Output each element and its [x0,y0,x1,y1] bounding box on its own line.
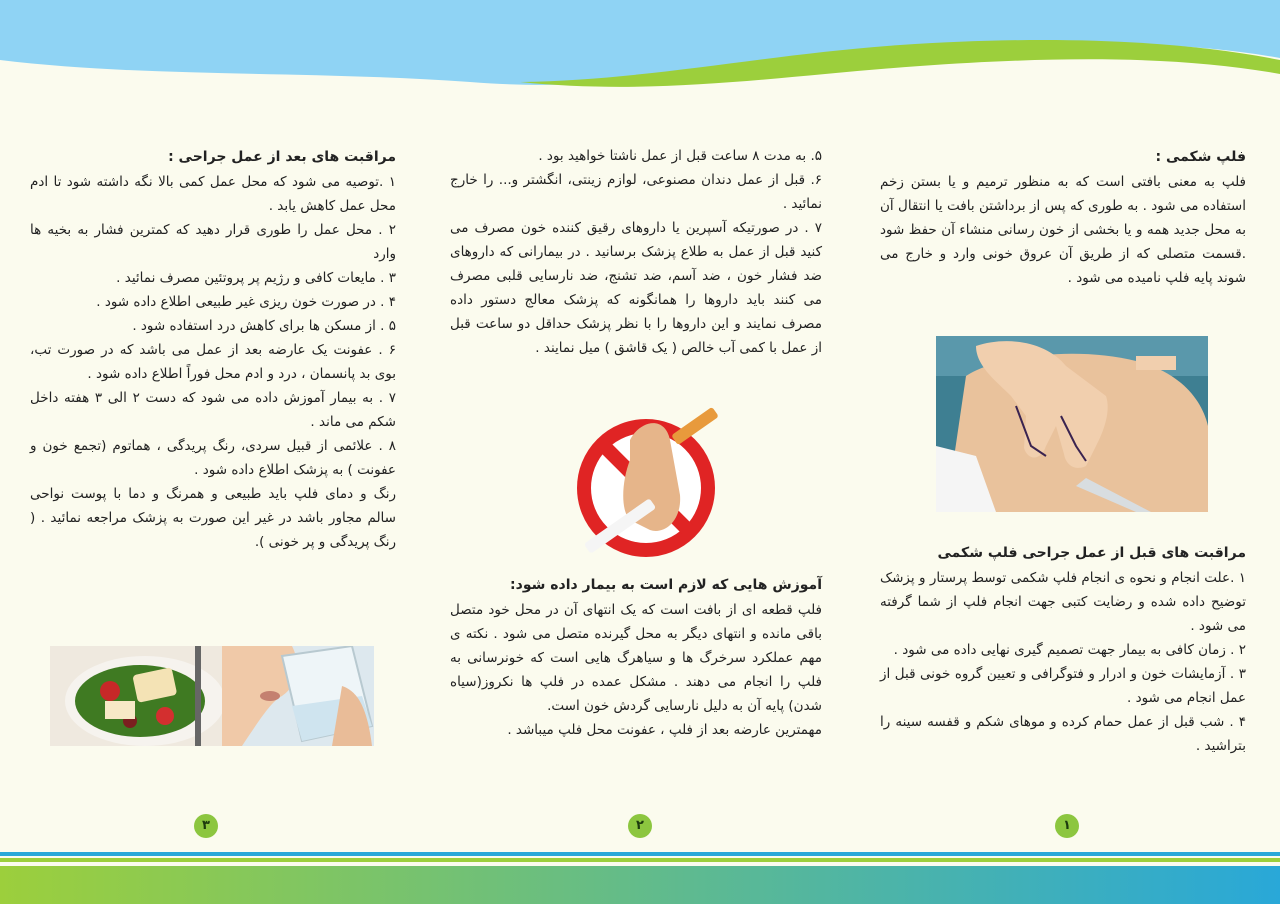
panel-3-title: مراقبت های بعد از عمل جراحی : [168,149,396,165]
list-item: ۵ . از مسکن ها برای کاهش درد استفاده شود . [132,318,396,334]
page-number-1: ۱ [1055,814,1079,838]
salad-photo [50,646,222,746]
top-wave-decoration [0,0,1280,110]
surgery-photo [936,336,1208,512]
panel-3 [30,144,396,554]
list-item: ۴ . شب قبل از عمل حمام کرده و موهای شکم و قفسه سینه را بتراشید . [880,714,1246,754]
list-item: ۷ . به بیمار آموزش داده می شود که دست ۲ الی ۳ هفته داخل شکم می ماند . [30,390,396,430]
list-item: ۳ . مایعات کافی و رژیم پر پروتئین مصرف نمائید . [116,270,396,286]
panel-2 [450,144,822,360]
panel-1-intro: فلپ به معنی بافتی است که به منظور ترمیم و یا بستن زخم استفاده می شود . به طوری که پس از برداشتن بافت یا انتقال آن به محل جدید همه و یا بخشی از خون رسانی منشاء آن حفظ شود .قسمت متصلی که از طریق آن عروق خونی وارد و خارج می شوند پایه فلپ نامیده می شود . [880,174,1246,286]
panel-2-text: فلپ قطعه ای از بافت است که یک انتهای آن در محل خود متصل باقی مانده و انتهای دیگر به محل گیرنده متصل می شود . نکته ی مهم عملکرد سرخرگ ها و سیاهرگ هایی است که خونرسانی به فلپ را انجام می دهند . مشکل عمده در فلپ ها نکروز(سیاه شدن) پایه آن به دلیل نارسایی گردش خون است. [450,602,822,714]
panel-1-section-title: مراقبت های قبل از عمل جراحی فلپ شکمی [937,545,1246,561]
list-item: ۲ . محل عمل را طوری قرار دهید که کمترین فشار به بخیه ها وارد [30,222,396,262]
list-item: ۱ .علت انجام و نحوه ی انجام فلپ شکمی توسط پرستار و پزشک توضیح داده شده و رضایت کتبی جهت انجام فلپ از شما گرفته می شود . [880,570,1246,634]
list-item: ۳ . آزمایشات خون و ادرار و فتوگرافی و تعیین گروه خونی قبل از عمل انجام می شود . [880,666,1246,706]
panel-1-title: فلپ شکمی : [1155,149,1246,165]
panel-1 [880,144,1246,290]
list-item: ۴ . در صورت خون ریزی غیر طبیعی اطلاع داده شود . [96,294,396,310]
list-item: ۱ .توصیه می شود که محل عمل کمی بالا نگه داشته شود تا ادم محل عمل کاهش یابد . [30,174,396,214]
panel-2-section-title: آموزش هایی که لازم است به بیمار داده شود: [510,577,822,593]
panel-1-preop [880,540,1246,758]
list-item: ۷ . در صورتیکه آسپرین یا داروهای رقیق کننده خون مصرف می کنید قبل از عمل به طلاع پزشک برسانید . در بیمارانی که داروهای ضد فشار خون ، ضد آسم، ضد تشنج، ضد نارسایی قلبی مصرف می کنند باید داروها را همانگونه که پزشک معالج دستور داده مصرف نمایند و این داروها را با نظر پزشک حداقل دو ساعت قبل از عمل با کمی آب خالص ( یک قاشق ) میل نمایند . [450,220,822,356]
list-item: رنگ و دمای فلپ باید طبیعی و همرنگ و دما با پوست نواحی سالم مجاور باشد در غیر این صورت به پزشک مراجعه نمائید . ( رنگ پریدگی و پر خونی ). [30,486,396,550]
page-number-3: ۳ [194,814,218,838]
panel-2-education [450,572,822,742]
no-smoking-icon [570,400,720,560]
list-item: ۶. قبل از عمل دندان مصنوعی، لوازم زینتی، انگشتر و... را خارج نمائید . [450,172,822,212]
panel-2-text-2: مهمترین عارضه بعد از فلپ ، عفونت محل فلپ میباشد . [507,722,822,738]
list-item: ۸ . علائمی از قبیل سردی، رنگ پریدگی ، هماتوم (تجمع خون و عفونت ) به پزشک اطلاع داده شود . [30,438,396,478]
list-item: ۶ . عفونت یک عارضه بعد از عمل می باشد که در صورت تب، بوی بد پانسمان ، درد و ادم محل فوراً اطلاع داده شود . [30,342,396,382]
bottom-stripes-decoration [0,844,1280,904]
drinking-water-photo [222,646,374,746]
list-item: ۵. به مدت ۸ ساعت قبل از عمل ناشتا خواهید بود . [538,148,822,164]
list-item: ۲ . زمان کافی به بیمار جهت تصمیم گیری نهایی داده می شود . [893,642,1246,658]
page-number-2: ۲ [628,814,652,838]
